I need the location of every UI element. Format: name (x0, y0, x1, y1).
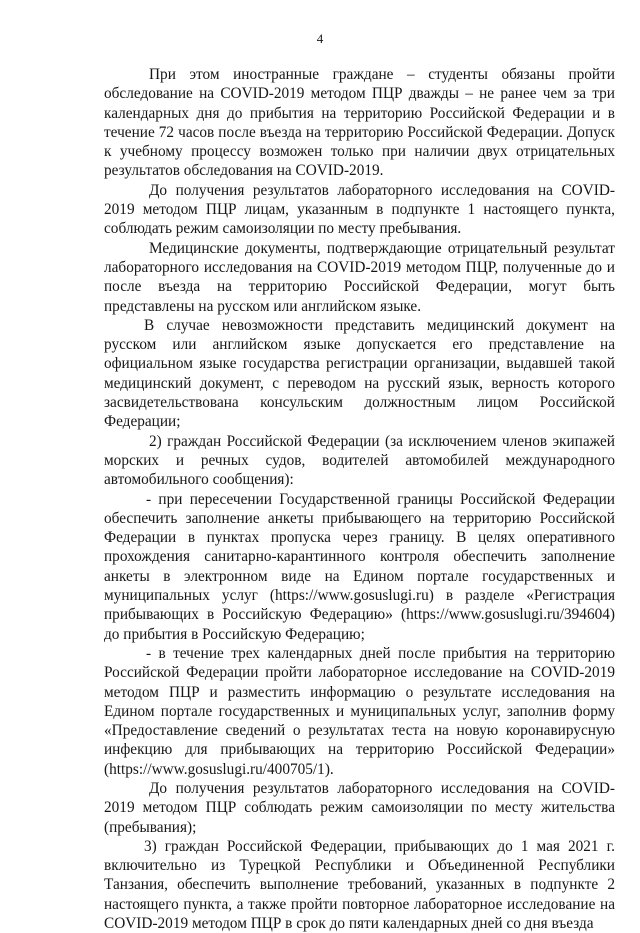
paragraph-official-language: В случае невозможности представить медицинский документ на русском или английском языке допускается его представление на официальном языке государства регистрации организации, выдавшей такой медицинский документ, с переводом на русский язык, верность которого засвидетельствована консульским должностным лицом Российской Федерации; (104, 316, 615, 431)
paragraph-item-3: 3) граждан Российской Федерации, прибывающих до 1 мая 2021 г. включительно из Турецкой Республики и Объединенной Республики Танзания, обеспечить выполнение требований, указанных в подпункте 2 настоящего пункта, а также пройти повторное лабораторное исследование на COVID-2019 методом ПЦР в срок до пяти календарных дней со дня въезда (104, 837, 615, 933)
document-body (104, 65, 615, 933)
paragraph-foreign-students: При этом иностранные граждане – студенты обязаны пройти обследование на COVID-2019 методом ПЦР дважды – не ранее чем за три календарных дня до прибытия на территорию Российской Федерации и в течение 72 часов после въезда на территорию Российской Федерации. Допуск к учебному процессу возможен только при наличии двух отрицательных результатов обследования на COVID-2019. (104, 66, 615, 180)
paragraph-self-isolation-residence: До получения результатов лабораторного исследования на COVID-2019 методом ПЦР соблюдать режим самоизоляции по месту жительства (пребывания); (104, 779, 615, 836)
paragraph-border-crossing: - при пересечении Государственной границы Российской Федерации обеспечить заполнение анкеты прибывающего на территорию Российской Федерации в пунктах пропуска через границу. В целях оперативного прохождения санитарно-карантинного контроля обеспечить заполнение анкеты в электронном виде на Едином портале государственных и муниципальных услуг (https://www.gosuslugi.ru) в разделе «Регистрация прибывающих в Российскую Федерацию» (https://www.gosuslugi.ru/394604) до прибытия в Российскую Федерацию; (104, 490, 615, 643)
paragraph-medical-documents: Медицинские документы, подтверждающие отрицательный результат лабораторного исследования на COVID-2019 методом ПЦР, полученные до и после въезда на территорию Российской Федерации, могут быть представлены на русском или английском языке. (104, 239, 615, 315)
paragraph-self-isolation-stay: До получения результатов лабораторного исследования на COVID-2019 методом ПЦР лицам, указанным в подпункте 1 настоящего пункта, соблюдать режим самоизоляции по месту пребывания. (104, 181, 615, 238)
page-number: 4 (316, 31, 324, 46)
paragraph-item-2: 2) граждан Российской Федерации (за исключением членов экипажей морских и речных судов, водителей автомобилей международного автомобильного сообщения): (104, 432, 615, 489)
paragraph-three-days-test: - в течение трех календарных дней после прибытия на территорию Российской Федерации пройти лабораторное исследование на COVID-2019 методом ПЦР и разместить информацию о результате исследования на Едином портале государственных и муниципальных услуг, заполнив форму «Предоставление сведений о результатах теста на новую коронавирусную инфекцию для прибывающих на территорию Российской Федерации» (https://www.gosuslugi.ru/400705/1). (104, 644, 615, 778)
